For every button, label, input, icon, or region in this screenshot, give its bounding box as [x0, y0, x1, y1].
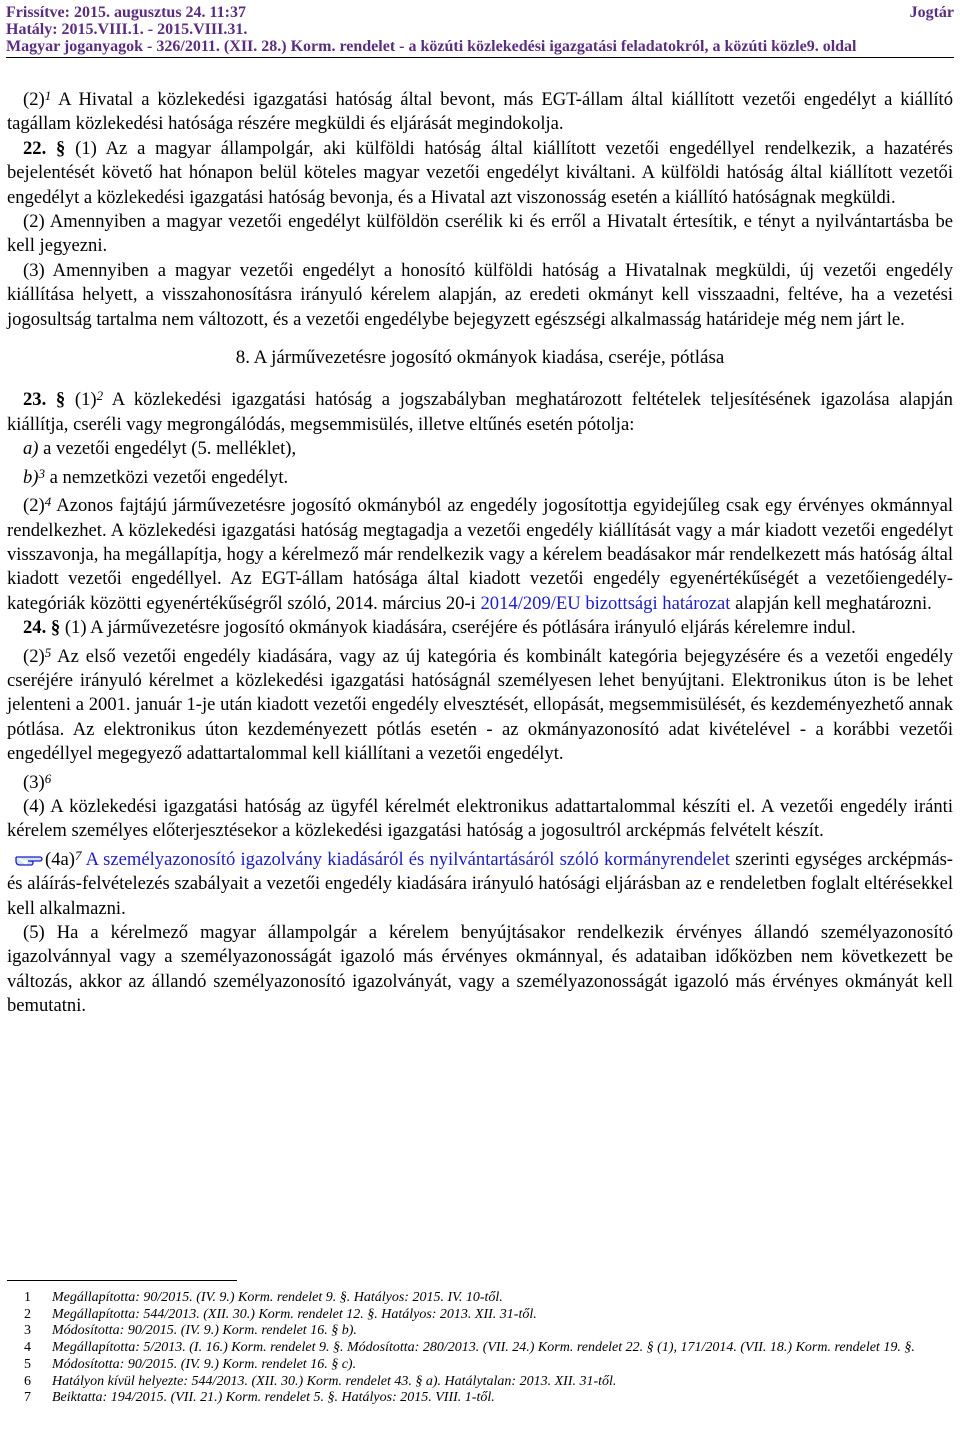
footnote-divider	[7, 1280, 237, 1281]
footnote-text: Módosította: 90/2015. (IV. 9.) Korm. rendelet 16. § b).	[52, 1323, 357, 1339]
point-label: a)	[23, 438, 39, 460]
section-22	[7, 137, 953, 210]
footnote-ref[interactable]: 1	[44, 88, 52, 103]
section-sign: §	[46, 137, 66, 159]
footnote	[24, 1357, 944, 1374]
footnote-ref[interactable]: 4	[44, 494, 52, 510]
point-b	[7, 462, 953, 490]
footnote	[24, 1340, 944, 1357]
footnote	[24, 1290, 944, 1307]
section-23	[7, 384, 953, 437]
footnote	[24, 1374, 944, 1391]
section-number: 23.	[23, 389, 47, 411]
section-text: (1) Az a magyar állampolgár, aki külföldi hatóság által kiállított vezetői engedéllyel rendelkezik, a hazatérés bejelentését követő hat hónapon belül köteles magyar vezetői engedélyt kiváltani. A külföldi hatóság által kiállított vezetői engedélyt a közlekedési igazgatási hatóság bevonja, és a Hivatal azt viszonosság esetén a kiállító hatóságnak megküldi.	[7, 137, 953, 208]
footnote-text: Megállapította: 90/2015. (IV. 9.) Korm. rendelet 9. §. Hatályos: 2015. IV. 10-től.	[52, 1290, 503, 1305]
paragraph-text: A Hivatal a közlekedési igazgatási hatóság által bevont, más EGT-állam által kiállított vezetői engedélyt a kiállító tagállam közlekedési hatósága részére megküldi és eljárását megindokolja.	[7, 89, 953, 135]
paragraph-text-tail: alapján kell meghatározni.	[730, 592, 932, 614]
section-24	[7, 616, 953, 640]
header-brand: Jogtár	[909, 4, 954, 21]
footnote-number: 1	[24, 1290, 31, 1305]
paragraph-label: (2)	[23, 89, 45, 110]
section-number: 22.	[23, 137, 47, 159]
footnote	[24, 1390, 944, 1407]
paragraph-text: szerinti egységes arcképmás- és aláírás-felvételezés szabályait a vezetői engedély kiadására irányuló hatósági eljárásban az e rendeletben foglalt eltérésekkel kell alkalmazni.	[7, 848, 954, 919]
paragraph-label: (1)	[65, 389, 97, 411]
footnote-text: Hatályon kívül helyezte: 544/2013. (XII. 30.) Korm. rendelet 43. § a). Hatálytalan: 2013. XII. 31-től.	[52, 1373, 617, 1389]
pointing-hand-icon[interactable]	[15, 850, 43, 868]
paragraph-text: Azonos fajtájú járművezetésre jogosító okmányból az engedély jogosítottja egyidejűleg csak egy érvényes okmánnyal rendelkezhet. A közlekedési igazgatási hatóság megtagadja a vezetői engedély kiállítását vagy a már kiadott vezetői engedélyt visszavonja, ha megállapítja, hogy a kérelmező már rendelkezik vagy a kérelem beadásakor már rendelkezett más hatóság által kiadott vezetői engedéllyel. Az EGT-állam hatósága által kiadott vezetői engedély egyenértékűségét a vezetőiengedély-kategóriák közötti egyenértékűségről szóló, 2014. március 20-i	[7, 495, 953, 614]
footnote-ref[interactable]: 3	[38, 465, 45, 481]
paragraph-23-2	[7, 490, 953, 616]
paragraph-label: (4a)	[45, 848, 75, 870]
section-sign: §	[46, 617, 61, 639]
id-card-regulation-link[interactable]: A személyazonosító igazolvány kiadásáról és nyilvántartásáról szóló kormányrendelet	[85, 848, 730, 870]
paragraph-22-2: (2) Amennyiben a magyar vezetői engedélyt külföldön cserélik ki és erről a Hivatalt értesítik, e tényt a nyilvántartásba be kell jegyezni.	[7, 211, 953, 257]
point-text: a vezetői engedélyt (5. melléklet),	[38, 438, 297, 460]
header-divider	[6, 57, 954, 58]
footnote	[24, 1307, 944, 1324]
paragraph-label: (2)	[23, 495, 45, 517]
footnote	[24, 1323, 944, 1340]
footnote-text: Megállapította: 5/2013. (I. 16.) Korm. rendelet 9. §. Módosította: 280/2013. (VII. 24.) Korm. rendelet 22. § (1), 171/2014. (VII. 18.) Korm. rendelet 19. §.	[52, 1340, 915, 1356]
footnote-text: Beiktatta: 194/2015. (VII. 21.) Korm. rendelet 5. §. Hatályos: 2015. VIII. 1-től.	[52, 1390, 495, 1406]
header-document-title: Magyar joganyagok - 326/2011. (XII. 28.) Korm. rendelet - a közúti közlekedési igazgatási feladatokról, a közúti közle9. oldal	[6, 38, 857, 55]
footnote-number: 6	[24, 1373, 31, 1389]
section-sign: §	[46, 389, 66, 411]
footnotes	[24, 1290, 944, 1407]
paragraph-24-5: (5) Ha a kérelmező magyar állampolgár a kérelem benyújtásakor rendelkezik érvényes állandó személyazonosító igazolvánnyal vagy a személyazonosságát igazoló más érvényes okmánnyal, és adataiban időközben nem következett be változás, akkor az állandó személyazonosító igazolványát, vagy a személyazonosságát igazoló más érvényes okmányát kell bemutatni.	[7, 922, 953, 1017]
paragraph-24-2	[7, 641, 953, 767]
eu-decision-link[interactable]: 2014/209/EU bizottsági határozat	[480, 592, 731, 614]
footnote-text: Megállapította: 544/2013. (XII. 30.) Korm. rendelet 12. §. Hatályos: 2013. XII. 31-től.	[52, 1306, 537, 1322]
document-body	[7, 84, 953, 1019]
footnote-number: 5	[24, 1356, 31, 1372]
chapter-heading: 8. A járművezetésre jogosító okmányok kiadása, cseréje, pótlása	[235, 347, 725, 369]
footnote-number: 7	[24, 1390, 31, 1406]
footnote-ref[interactable]: 7	[74, 847, 82, 863]
paragraph-24-4a	[7, 844, 953, 921]
section-text: (1) A járművezetésre jogosító okmányok kiadására, cseréjére és pótlására irányuló eljárás kérelemre indul.	[60, 617, 856, 639]
paragraph-text: Az első vezetői engedély kiadására, vagy az új kategória és kombinált kategória bejegyzésére és a vezetői engedély cseréjére irányuló kérelmet a közlekedési igazgatási hatóságnál személyesen lehet benyújtani. Elektronikus úton is be lehet jelenteni a 2001. január 1-je után kiadott vezetői engedély elvesztését, ellopását, megsemmisülését, és kezdeményezhető annak pótlása. Az elektronikus úton kezdeményezett pótlás esetén - az okmányazonosító adat kivételével - a korábbi vezetői engedéllyel megegyező adattartalommal kell kiállítani a vezetői engedélyt.	[7, 645, 953, 765]
page-header	[6, 4, 954, 56]
footnote-number: 3	[24, 1323, 31, 1339]
paragraph-22-3: (3) Amennyiben a magyar vezetői engedélyt a honosító külföldi hatóság a Hivatalnak megküldi, új vezetői engedély kiállítása helyett, a visszahonosításra irányuló kérelem alapján, az eredeti okmányt kell visszaadni, feltéve, ha a vezetési jogosultság tartalma nem változott, és a vezetői engedélybe bejegyzett egészségi alkalmasság határideje még nem járt le.	[7, 259, 953, 330]
footnote-ref[interactable]: 2	[96, 388, 104, 404]
footnote-ref[interactable]: 6	[44, 770, 52, 786]
header-refresh-date: Frissítve: 2015. augusztus 24. 11:37	[6, 4, 246, 21]
footnote-ref[interactable]: 5	[44, 644, 52, 660]
paragraph-24-3	[7, 767, 953, 795]
header-validity: Hatály: 2015.VIII.1. - 2015.VIII.31.	[6, 21, 248, 38]
section-number: 24.	[23, 617, 47, 639]
section-text: A közlekedési igazgatási hatóság a jogszabályban meghatározott feltételek teljesítésének igazolása alapján kiállítja, cseréli vagy megrongálódás, megsemmisülés, illetve eltűnés esetén pótolja:	[7, 389, 953, 435]
paragraph-label: (3)	[23, 771, 45, 793]
footnote-text: Módosította: 90/2015. (IV. 9.) Korm. rendelet 16. § c).	[52, 1356, 357, 1372]
point-label: b)	[23, 466, 39, 488]
paragraph-label: (2)	[23, 645, 45, 667]
paragraph-21-2	[7, 84, 953, 137]
point-text: a nemzetközi vezetői engedélyt.	[45, 466, 289, 488]
paragraph-24-4: (4) A közlekedési igazgatási hatóság az ügyfél kérelmét elektronikus adattartalommal készíti el. A vezetői engedély iránti kérelem személyes előterjesztésekor a közlekedési igazgatási hatóság a jogosultról arcképmás felvételt készít.	[7, 795, 953, 842]
footnote-number: 4	[24, 1340, 31, 1356]
footnote-number: 2	[24, 1306, 31, 1322]
point-a	[7, 437, 953, 461]
